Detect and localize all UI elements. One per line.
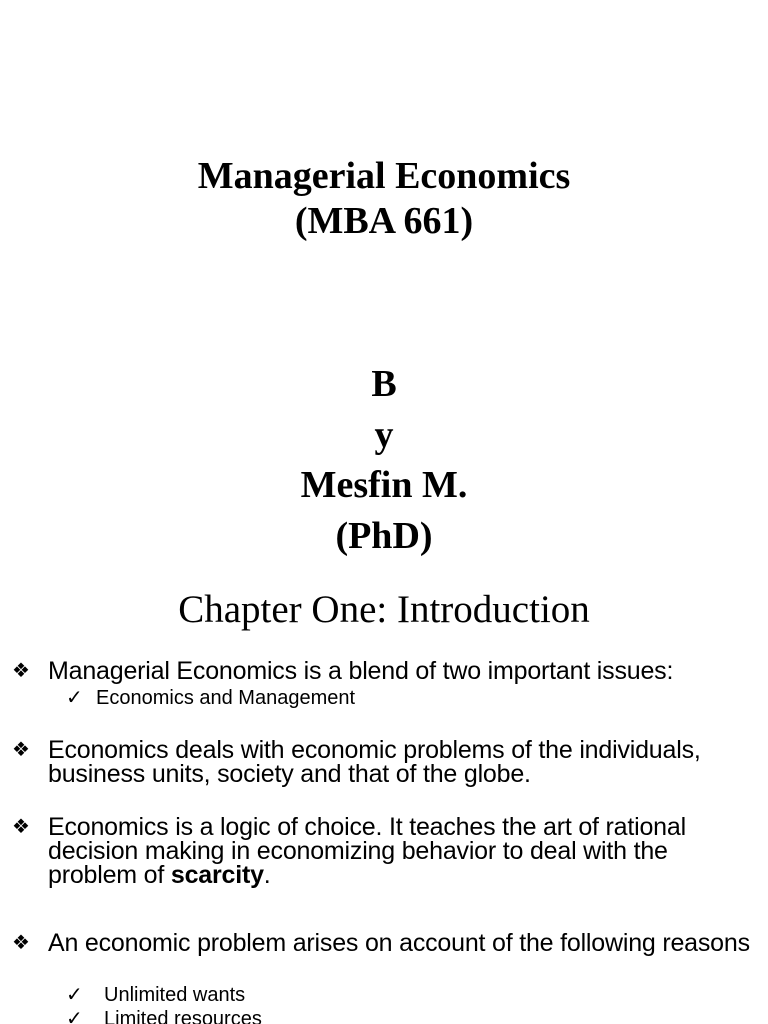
bullet-item [12, 659, 762, 683]
author-degree: (PhD) [335, 515, 433, 557]
sub-item-text: Unlimited wants [104, 984, 246, 1006]
sub-item [66, 686, 355, 710]
bullet-text: Economics deals with economic problems of the individuals, business units, society and that of the globe. [48, 736, 701, 788]
author-by-line-2: y [374, 414, 394, 456]
bullet-text: Managerial Economics is a blend of two important issues: [48, 657, 674, 685]
sub-item [66, 1007, 262, 1024]
bullet-text-end: . [263, 861, 271, 889]
bullet-text-part: Economics is a logic of choice. It teaches the art of rational decision making in economizing behavior to deal with the problem of [48, 813, 686, 889]
bullet-item [12, 931, 762, 955]
scarcity-emphasis: scarcity [170, 861, 264, 889]
bullet-text: An economic problem arises on account of the following reasons [48, 929, 750, 957]
chapter-heading: Chapter One: Introduction [178, 588, 590, 631]
sub-item [66, 983, 245, 1007]
bullet-item [12, 738, 762, 786]
author-by-line-1: B [371, 363, 397, 405]
bullet-text [12, 815, 762, 887]
diamond-bullet-icon: ❖ [12, 932, 30, 954]
checkmark-icon: ✓ [66, 1008, 83, 1024]
diamond-bullet-icon: ❖ [12, 816, 30, 838]
author-name: Mesfin M. [300, 464, 468, 506]
sub-item-text: Limited resources [104, 1008, 262, 1024]
bullet-item [12, 815, 762, 887]
sub-item-text: Economics and Management [96, 687, 356, 709]
diamond-bullet-icon: ❖ [12, 739, 30, 761]
document-title: Managerial Economics [197, 155, 571, 197]
course-code: (MBA 661) [294, 200, 474, 242]
diamond-bullet-icon: ❖ [12, 660, 30, 682]
checkmark-icon: ✓ [66, 687, 83, 709]
checkmark-icon: ✓ [66, 984, 83, 1006]
